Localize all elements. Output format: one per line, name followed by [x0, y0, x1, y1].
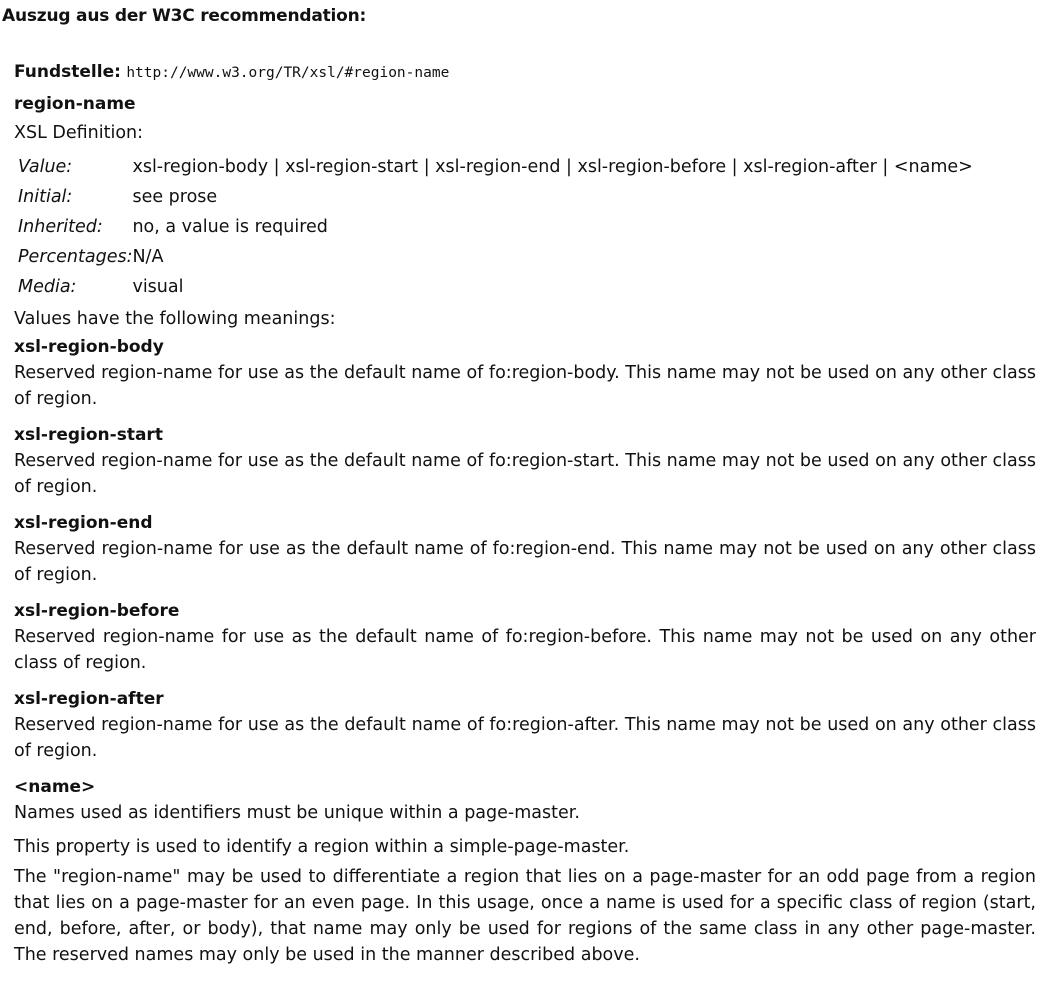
meaning-item-after — [14, 684, 1036, 764]
meaning-description: Names used as identifiers must be unique within a page-master. — [14, 803, 580, 823]
definition-table — [18, 152, 973, 302]
definition-key: Value: — [18, 157, 73, 177]
meaning-term: xsl-region-body — [14, 337, 164, 357]
definition-value: see prose — [132, 187, 218, 207]
description-paragraph: This property is used to identify a region within a simple-page-master. — [14, 837, 630, 857]
definition-row-percentages — [18, 242, 973, 272]
definition-value: visual — [132, 277, 184, 297]
meaning-description: Reserved region-name for use as the default name of fo:region-before. This name may not be used on any other class of region. — [14, 627, 1036, 673]
meaning-description: Reserved region-name for use as the default name of fo:region-after. This name may not be used on any other class of region. — [14, 715, 1036, 761]
source-url[interactable]: http://www.w3.org/TR/xsl/#region-name — [126, 65, 450, 81]
definition-label: XSL Definition: — [14, 123, 144, 143]
definition-value: no, a value is required — [132, 217, 328, 237]
definition-key: Percentages: — [18, 247, 133, 267]
meaning-description: Reserved region-name for use as the default name of fo:region-end. This name may not be used on any other class of region. — [14, 539, 1036, 585]
source-label: Fundstelle: — [14, 62, 121, 82]
source-line — [14, 58, 1036, 88]
definition-key: Media: — [18, 277, 77, 297]
definition-key: Inherited: — [18, 217, 103, 237]
meaning-item-body — [14, 332, 1036, 412]
definition-row-value — [18, 152, 973, 182]
meaning-item-name — [14, 772, 1036, 826]
page-heading: Auszug aus der W3C recommendation: — [2, 6, 367, 26]
meaning-description: Reserved region-name for use as the default name of fo:region-body. This name may not be used on any other class of region. — [14, 363, 1036, 409]
meaning-item-before — [14, 596, 1036, 676]
definition-key: Initial: — [18, 187, 73, 207]
property-name: region-name — [14, 94, 136, 114]
definition-row-media — [18, 272, 973, 302]
spec-excerpt — [14, 58, 1036, 968]
meaning-term: xsl-region-before — [14, 601, 180, 621]
meanings-intro: Values have the following meanings: — [14, 309, 336, 329]
definition-value: N/A — [132, 247, 164, 267]
meaning-term: xsl-region-start — [14, 425, 163, 445]
definition-row-initial — [18, 182, 973, 212]
meaning-term: xsl-region-end — [14, 513, 153, 533]
meaning-item-end — [14, 508, 1036, 588]
definition-value: xsl-region-body | xsl-region-start | xsl-region-end | xsl-region-before | xsl-region-after | <name> — [132, 157, 973, 177]
meaning-term: <name> — [14, 777, 96, 797]
meaning-description: Reserved region-name for use as the default name of fo:region-start. This name may not be used on any other class of region. — [14, 451, 1036, 497]
description-paragraph: The "region-name" may be used to differentiate a region that lies on a page-master for an odd page from a region that lies on a page-master for an even page. In this usage, once a name is used for a specific class of region (start, end, before, after, or body), that name may only be used for regions of the same class in any other page-master. The reserved names may only be used in the manner described above. — [14, 867, 1036, 965]
meaning-term: xsl-region-after — [14, 689, 164, 709]
meaning-item-start — [14, 420, 1036, 500]
definition-row-inherited — [18, 212, 973, 242]
